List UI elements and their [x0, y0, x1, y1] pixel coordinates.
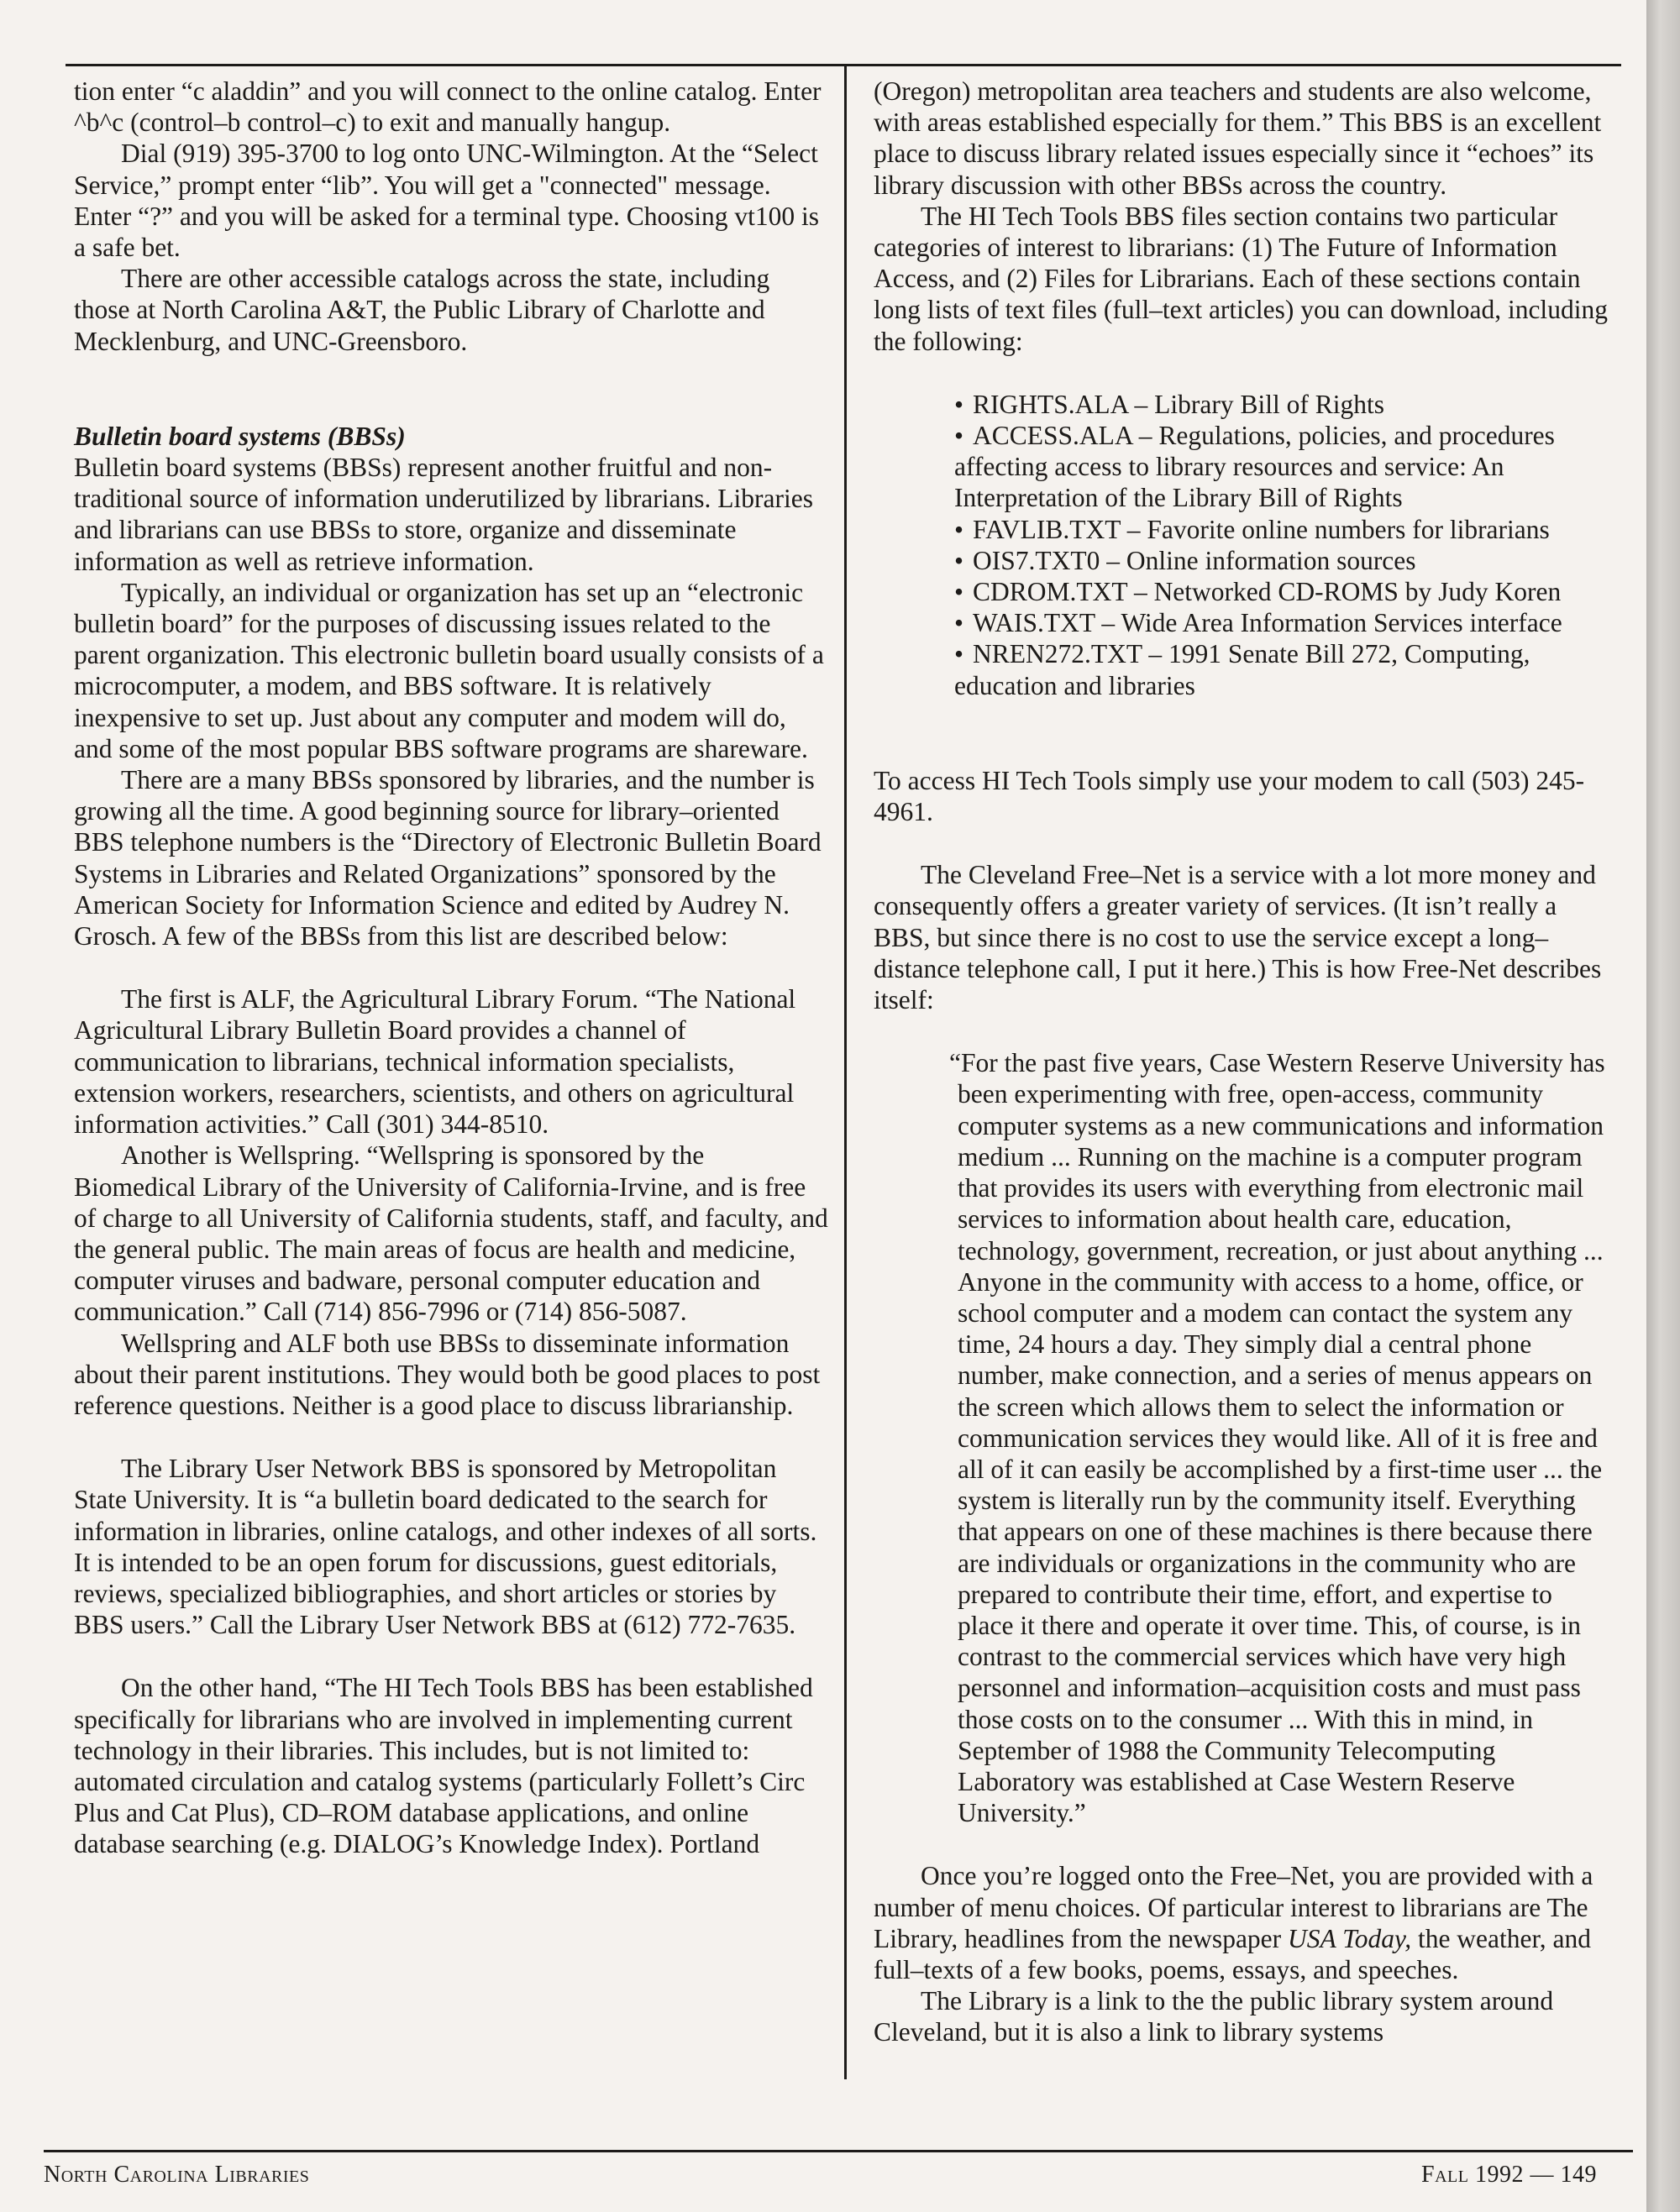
paragraph: Bulletin board systems (BBSs) represent another fruitful and non-traditional source of information underutilized by librarians. Libraries and librarians can use BBSs to store, organize and disseminate information as well as retrieve information.: [74, 453, 813, 576]
paragraph: The Library is a link to the the public library system around Cleveland, but it is also a link to library systems: [874, 1986, 1554, 2047]
list-item: • WAIS.TXT – Wide Area Information Services interface: [954, 608, 1562, 638]
footer-publication: North Carolina Libraries: [44, 2162, 310, 2188]
file-list: [874, 389, 1613, 701]
page-edge: [1646, 0, 1680, 2212]
section-heading: Bulletin board systems (BBSs): [74, 421, 406, 451]
bullet-icon: •: [954, 421, 964, 451]
paragraph: The HI Tech Tools BBS files section contains two particular categories of interest to librarians: (1) The Future of Information Access, and (2) Files for Librarians. Each of these sections contain long lists of text files (full–text articles) you can download, including the following:: [874, 201, 1608, 356]
bottom-rule: [44, 2150, 1633, 2152]
bullet-icon: •: [954, 639, 964, 669]
paragraph: Wellspring and ALF both use BBSs to disseminate information about their parent institutions. They would both be good places to post reference questions. Neither is a good place to discuss librarianship.: [74, 1328, 821, 1420]
paragraph: tion enter “c aladdin” and you will connect to the online catalog. Enter ^b^c (control–b control–c) to exit and manually hangup.: [74, 76, 822, 138]
paragraph: Once you’re logged onto the Free–Net, you are provided with a number of menu choices. Of particular interest to librarians are The Library, headlines from the newspaper USA Today, the weather, and full–texts of a few books, poems, essays, and speeches.: [874, 1861, 1593, 1984]
bullet-icon: •: [954, 514, 964, 544]
list-item: • ACCESS.ALA – Regulations, policies, and procedures affecting access to library resources and service: An Interpretation of the Library Bill of Rights: [954, 421, 1555, 513]
paragraph: (Oregon) metropolitan area teachers and students are also welcome, with areas established especially for them.” This BBS is an excellent place to discuss library related issues especially since it “echoes” its library discussion with other BBSs across the country.: [874, 76, 1602, 200]
column-divider: [844, 64, 847, 2079]
bullet-icon: •: [954, 389, 964, 419]
paragraph: There are a many BBSs sponsored by libraries, and the number is growing all the time. A good beginning source for library–oriented BBS telephone numbers is the “Directory of Electronic Bulletin Board Systems in Libraries and Related Organizations” sponsored by the American Society for Information Science and edited by Audrey N. Grosch. A few of the BBSs from this list are described below:: [74, 765, 822, 951]
paragraph: To access HI Tech Tools simply use your modem to call (503) 245-4961.: [874, 765, 1585, 827]
list-item: • NREN272.TXT – 1991 Senate Bill 272, Computing, education and libraries: [954, 639, 1530, 700]
bullet-icon: •: [954, 577, 964, 607]
paragraph: The Cleveland Free–Net is a service with a lot more money and consequently offers a greater variety of services. (It isn’t really a BBS, but since there is no cost to use the service except a long–distance telephone call, I put it here.) This is how Free-Net describes itself:: [874, 860, 1602, 1015]
list-item: • OIS7.TXT0 – Online information sources: [954, 545, 1416, 575]
paragraph: The Library User Network BBS is sponsored by Metropolitan State University. It is “a bulletin board dedicated to the search for information in libraries, online catalogs, and other indexes of all sorts. It is intended to be an open forum for discussions, guest editorials, reviews, specialized bibliographies, and short articles or stories by BBS users.” Call the Library User Network BBS at (612) 772-7635.: [74, 1454, 817, 1640]
bullet-icon: •: [954, 545, 964, 575]
top-rule: [66, 64, 1621, 66]
footer-page-number: Fall 1992 — 149: [1421, 2162, 1597, 2188]
paragraph: Another is Wellspring. “Wellspring is sponsored by the Biomedical Library of the University of California-Irvine, and is free of charge to all University of California students, staff, and faculty, and the general public. The main areas of focus are health and medicine, computer viruses and badware, personal computer education and communication.” Call (714) 856-7996 or (714) 856-5087.: [74, 1140, 828, 1327]
paragraph: The first is ALF, the Agricultural Library Forum. “The National Agricultural Library Bulletin Board provides a channel of communication to librarians, technical information specialists, extension workers, researchers, scientists, and others on agricultural information activities.” Call (301) 344-8510.: [74, 984, 796, 1140]
paragraph: On the other hand, “The HI Tech Tools BBS has been established specifically for librarians who are involved in implementing current technology in their libraries. This includes, but is not limited to: automated circulation and catalog systems (particularly Follett’s Circ Plus and Cat Plus), CD–ROM database applications, and online database searching (e.g. DIALOG’s Knowledge Index). Portland: [74, 1673, 813, 1859]
block-quote: [874, 1047, 1613, 1828]
paragraph: Typically, an individual or organization has set up an “electronic bulletin board” for the purposes of discussing issues related to the parent organization. This electronic bulletin board usually consists of a microcomputer, a modem, and BBS software. It is relatively inexpensive to set up. Just about any computer and modem will do, and some of the most popular BBS software programs are shareware.: [74, 577, 824, 763]
paragraph: There are other accessible catalogs across the state, including those at North Carolina A&T, the Public Library of Charlotte and Mecklenburg, and UNC-Greensboro.: [74, 264, 770, 356]
bullet-icon: •: [954, 608, 964, 638]
list-item: • RIGHTS.ALA – Library Bill of Rights: [954, 389, 1384, 419]
right-column: [874, 76, 1613, 2048]
left-column: [74, 76, 830, 1860]
quote-text: “For the past five years, Case Western Reserve University has been experimenting with free, open-access, community computer systems as a new communications and information medium ... Running on the machine is a computer program that provides its users with everything from electronic mail services to information about health care, education, technology, government, recreation, or just about anything ... Anyone in the community with access to a home, office, or school computer and a modem can contact the system any time, 24 hours a day. They simply dial a central phone number, make connection, and a series of menus appears on the screen which allows them to select the information or communication services they would like. All of it is free and all of it can easily be accomplished by a first-time user ... the system is literally run by the community itself. Everything that appears on one of these machines is there because there are individuals or organizations in the community who are prepared to contribute their time, effort, and expertise to place it there and operate it over time. This, of course, is in contrast to the commercial services which have very high personnel and information–acquisition costs and must pass those costs on to the consumer ... With this in mind, in September of 1988 the Community Telecomputing Laboratory was established at Case Western Reserve University.”: [949, 1048, 1605, 1828]
paragraph: Dial (919) 395-3700 to log onto UNC-Wilmington. At the “Select Service,” prompt enter “lib”. You will get a "connected" message. Enter “?” and you will be asked for a terminal type. Choosing vt100 is a safe bet.: [74, 139, 820, 263]
list-item: • CDROM.TXT – Networked CD-ROMS by Judy Koren: [954, 577, 1562, 607]
list-item: • FAVLIB.TXT – Favorite online numbers for librarians: [954, 514, 1550, 544]
